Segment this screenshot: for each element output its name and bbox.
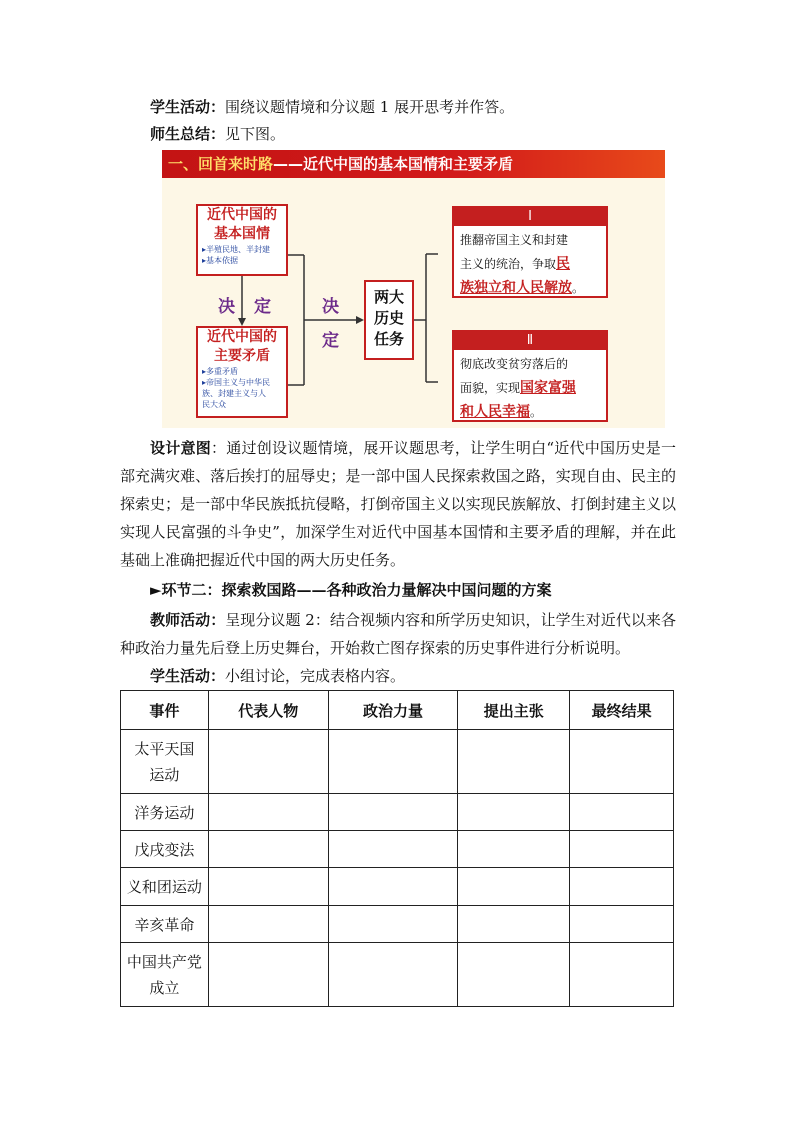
two-tasks-line-2: 历史 [373,309,404,327]
empty-cell[interactable] [458,730,570,794]
decide-mid-1: 决 [322,297,339,317]
event-name-line-2: 运动 [149,765,180,784]
diagram-header-part1: 一、回首来时路 [168,155,274,173]
task-two-label: Ⅱ [454,332,606,350]
teacher-activity-paragraph [120,606,676,662]
history-diagram [162,150,665,428]
empty-cell[interactable] [458,906,570,943]
task-one-end: 。 [572,281,585,295]
task-one-line-2 [460,252,600,276]
event-cell: 辛亥革命 [121,906,209,943]
section-two-heading: ►环节二：探索救国路——各种政治力量解决中国问题的方案 [150,581,552,599]
empty-cell[interactable] [328,868,458,906]
two-tasks-line-3: 任务 [373,330,404,348]
task-two-box [452,330,608,422]
task-one-red-1: 民 [556,256,571,272]
teacher-activity-text: 呈现分议题 2：结合视频内容和所学历史知识，让学生对近代以来各种政治力量先后登上历史舞台，开始救亡图存探索的历史事件进行分析说明。 [120,611,676,657]
task-one-line-2-text: 主义的统治，争取 [460,257,557,271]
event-cell: 洋务运动 [121,794,209,831]
events-table [120,690,674,1007]
event-name-line-1: 中国共产党 [126,952,202,971]
task-one-text [454,226,606,302]
empty-cell[interactable] [208,906,328,943]
student-activity-2-text: 小组讨论，完成表格内容。 [225,667,406,685]
task-two-red-1: 国家富强 [520,380,577,396]
empty-cell[interactable] [570,943,674,1007]
table-header-row [121,691,674,730]
basic-conditions-bullet-2: ▸基本依据 [202,256,239,265]
empty-cell[interactable] [208,794,328,831]
empty-cell[interactable] [328,906,458,943]
task-one-line-1: 推翻帝国主义和封建 [460,233,569,247]
header-political-force: 政治力量 [328,691,458,730]
task-two-text [454,350,606,426]
empty-cell[interactable] [570,730,674,794]
task-one-label: Ⅰ [454,208,606,226]
main-contradiction-bullet-3: 族、封建主义与人 [202,389,266,398]
empty-cell[interactable] [458,943,570,1007]
header-proposal: 提出主张 [458,691,570,730]
decide-mid-2: 定 [322,331,339,351]
two-tasks-line-1: 两大 [373,288,404,306]
empty-cell[interactable] [570,794,674,831]
main-contradiction-title-2: 主要矛盾 [214,348,270,364]
event-name-line-1: 太平天国 [134,739,195,758]
main-contradiction-title-1: 近代中国的 [207,329,277,345]
basic-conditions-title-1: 近代中国的 [207,207,277,223]
student-activity-line [150,97,514,117]
task-two-end: 。 [530,405,543,419]
main-contradiction-bullet-4: 民大众 [202,400,226,409]
table-row [121,831,674,868]
summary-text: 见下图。 [225,125,286,143]
task-one-red-2: 族独立和人民解放 [460,280,572,296]
table-row [121,730,674,794]
design-intent-text: ：通过创设议题情境，展开议题思考，让学生明白“近代中国历史是一部充满灾难、落后挨打的屈辱史；是一部中国人民探索救国之路，实现自由、民主的探索史；是一部中华民族抵抗侵略，打倒帝国主义以实现民族解放、打倒封建主义以实现人民富强的斗争史”，加深学生对近代中国基本国情和主要矛盾的理解，并在此基础上准确把握近代中国的两大历史任务。 [120,439,676,569]
basic-conditions-bullet-1: ▸半殖民地、半封建 [202,245,271,254]
empty-cell[interactable] [570,906,674,943]
basic-conditions-title-2: 基本国情 [214,226,270,242]
empty-cell[interactable] [208,868,328,906]
summary-line [150,124,285,144]
empty-cell[interactable] [458,831,570,868]
header-representative: 代表人物 [208,691,328,730]
task-one-line-3 [460,276,600,300]
student-activity-2-label: 学生活动： [150,667,226,685]
empty-cell[interactable] [208,730,328,794]
empty-cell[interactable] [570,831,674,868]
two-tasks-box [364,280,414,360]
event-cell [121,730,209,794]
table-row [121,868,674,906]
table-row [121,794,674,831]
task-two-red-2: 和人民幸福 [460,404,530,420]
basic-conditions-box [196,204,288,276]
empty-cell[interactable] [328,831,458,868]
empty-cell[interactable] [458,794,570,831]
table-row [121,906,674,943]
event-cell: 义和团运动 [121,868,209,906]
teacher-activity-label: 教师活动： [150,611,226,629]
table-row [121,943,674,1007]
design-intent-paragraph [120,434,676,574]
main-contradiction-bullet-2: ▸帝国主义与中华民 [202,378,271,387]
empty-cell[interactable] [208,831,328,868]
main-contradiction-bullet-1: ▸多重矛盾 [202,367,239,376]
header-event: 事件 [121,691,209,730]
decide-left-1: 决 [218,297,235,317]
empty-cell[interactable] [328,730,458,794]
task-two-line-3 [460,400,600,424]
event-name-line-2: 成立 [149,978,180,997]
empty-cell[interactable] [328,794,458,831]
empty-cell[interactable] [208,943,328,1007]
task-two-line-2-text: 面貌，实现 [460,381,521,395]
task-two-line-1: 彻底改变贫穷落后的 [460,357,569,371]
summary-label: 师生总结： [150,125,226,143]
empty-cell[interactable] [458,868,570,906]
student-activity-label: 学生活动： [150,98,226,116]
diagram-header-part2: ——近代中国的基本国情和主要矛盾 [273,155,514,173]
header-result: 最终结果 [570,691,674,730]
student-activity-2-line [150,666,405,686]
design-intent-label: 设计意图 [150,439,211,457]
task-one-box [452,206,608,298]
event-cell [121,943,209,1007]
event-cell: 戊戌变法 [121,831,209,868]
student-activity-text: 围绕议题情境和分议题 1 展开思考并作答。 [225,98,515,116]
empty-cell[interactable] [570,868,674,906]
main-contradiction-box [196,326,288,418]
empty-cell[interactable] [328,943,458,1007]
decide-left-2: 定 [254,297,271,317]
task-two-line-2 [460,376,600,400]
